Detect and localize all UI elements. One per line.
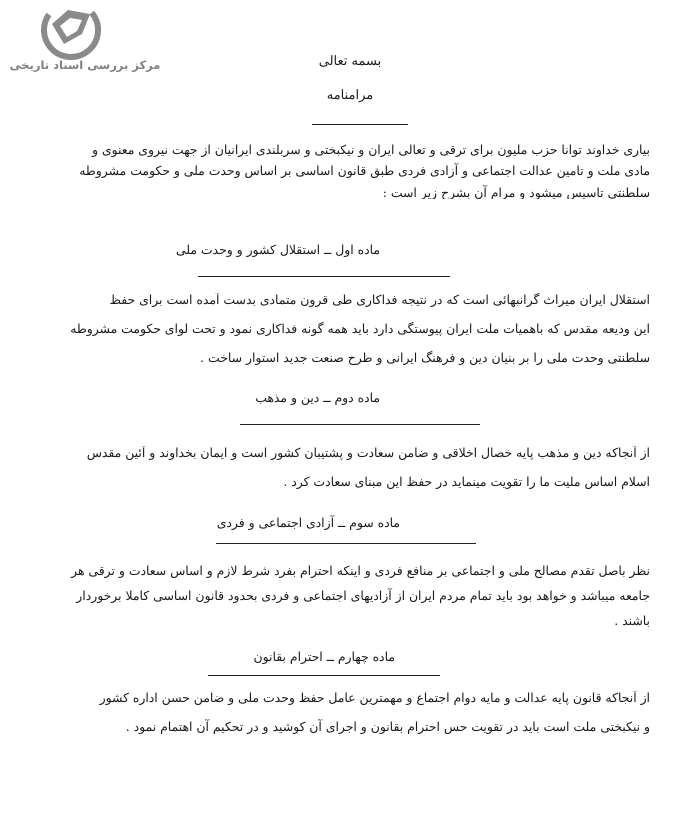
- article-body: [40, 691, 650, 751]
- basmala: بسمه تعالی: [318, 54, 382, 69]
- heading-underline: [240, 424, 480, 425]
- article-line: اسلام اساس ملیت ما را تقویت مینماید در حفظ این مبنای سعادت کرد .: [283, 474, 650, 489]
- article-body: [40, 293, 650, 373]
- article-line: باشند .: [614, 613, 650, 628]
- heading-underline: [216, 543, 476, 544]
- preamble-line: بیاری خداوند توانا حزب ملیون برای ترقی و تعالی ایران و نیکبختی و سربلندی ایرانیان از جهت نیروی معنوی و: [91, 143, 650, 157]
- article-line: این ودیعه مقدس که باهمیات ملت ایران پیوستگی دارد باید همه گونه فداکاری نمود و تحت لوای حکومت مشروطه: [70, 321, 650, 336]
- archive-logo-icon: [38, 0, 104, 60]
- article-heading: ماده دوم ــ دین و مذهب: [255, 390, 380, 405]
- article-line: از آنجاکه دین و مذهب پایه خصال اخلاقی و ضامن سعادت و پشتیبان کشور است و ایمان بخداوند و آئین مقدس: [86, 446, 650, 460]
- preamble: [40, 143, 650, 199]
- article-line: نظر باصل تقدم مصالح ملی و اجتماعی بر منافع فردی و اینکه احترام بفرد شرط لازم و اساس سعادت و ترقی هر: [71, 564, 650, 578]
- article-line: از آنجاکه قانون پایه عدالت و مایه دوام اجتماع و مهمترین عامل حفظ وحدت ملی و ضامن حسن اداره کشور: [99, 691, 650, 705]
- article-line: استقلال ایران میراث گرانبهائی است که در نتیجه فداکاری طی قرون متمادی بدست آمده است برای حفظ: [109, 293, 650, 307]
- article-line: و نیکبختی ملت است باید در تقویت حس احترام بقانون و اجرای آن کوشید و در تحکیم آن اهتمام نمود .: [125, 719, 650, 734]
- heading-underline: [208, 675, 440, 676]
- document-title: مرامنامه: [326, 88, 374, 103]
- article-heading: ماده سوم ــ آزادی اجتماعی و فردی: [216, 515, 400, 530]
- article-body: [40, 446, 650, 506]
- article-line: سلطنتی وحدت ملی را بر بنیان دین و فرهنگ ایرانی و طرح صنعت جدید استوار ساخت .: [200, 350, 650, 365]
- article-heading: ماده اول ــ استقلال کشور و وحدت ملی: [175, 242, 380, 257]
- title-underline: [312, 124, 408, 125]
- article-heading: ماده چهارم ــ احترام بقانون: [253, 649, 395, 664]
- preamble-line: مادی ملت و تامین عدالت اجتماعی و آزادی فردی طبق قانون اساسی بر اساس وحدت ملی و حکومت مشروطه: [79, 163, 650, 178]
- archive-name: مرکز بررسی اسناد تاریخی: [9, 58, 161, 72]
- preamble-line: سلطنتی تاسیس میشود و مرام آن بشرح زیر است :: [382, 185, 650, 199]
- article-body: [40, 564, 650, 644]
- article-line: جامعه میباشد و خواهد بود باید تمام مردم ایران از آزادیهای اجتماعی و فردی بحدود قانون اساسی کاملا برخوردار: [76, 588, 650, 603]
- heading-underline: [198, 276, 450, 277]
